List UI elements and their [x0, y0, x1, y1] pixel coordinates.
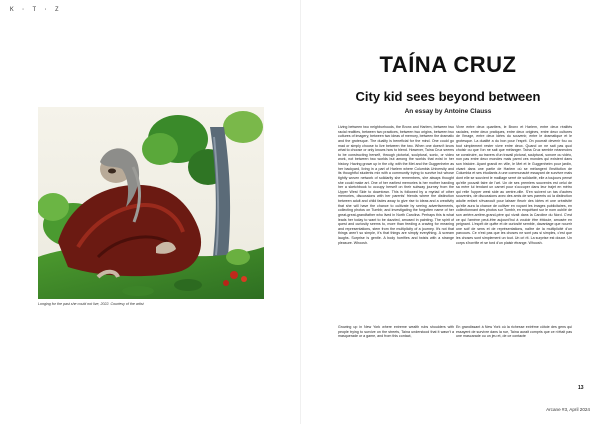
- artwork-image: [38, 107, 264, 299]
- issue-footer: Arcane #3, April 2024: [546, 407, 590, 412]
- english-paragraph-1: Living between two neighborhoods, the Bronx and Harlem, between two racial realities, between two practices, between two origins, between two cultures of imagery, between two ideas of memory, between the dramatic and the grotesque. The duality is beneficial for the mind. One could go mad or simply choose to live between the two. When one doesn't know what to choose or only knows how to blend. However, Taína Cruz seems to be constructing herself, through pictorial, sculptural, sonic, or video work, not between two worlds but among the worlds that exist in her history. Having grown up in the city, with the Met and the Guggenheim as her backyard, living in a part of Harlem where Columbia University and its thoughtful students mix with a community trying to survive but whose tightly woven network of solidarity she remembers, she always thought she could make art. One of her earliest memories is her mother handing her a sketchbook to occupy herself on their subway journey from the Upper West Side to downtown. This is followed by a myriad of other memories, discussions with her parents' friends where the distinction between adult and child fades away to give rise to ideas and a creativity that she will have the chance to cultivate by seeing advertisements, collecting photos on Tumblr, and investigating the forgotten name of her great-great-grandfather who lived in North Carolina. Perhaps this is what leads her today to want to be dazzled, amused in painting. The spirit of quest and curiosity seems to, more than feeding a craving for meaning and representations, stem from the multiplicity of a journey. It's not that things aren't so simple, it's that things are simply everything. A scream laughs. Surprise is gentle. A body horrifies and twists with a strange pleasure. Whoosh.: [338, 125, 454, 245]
- artist-name: TAÍNA CRUZ: [379, 52, 517, 77]
- french-paragraph-1: Vivre entre deux quartiers, le Bronx et Harlem, entre deux réalités raciales, entre deux pratiques, entre deux origines, entre deux cultures de l'image, entre deux idées du souvenir, entre le dramatique et le grotesque. La dualité a du bon pour l'esprit. On pourrait devenir fou ou tout simplement rester vivre entre deux. Quand on ne sait pas quoi choisir ou que l'on ne sait que mélanger. Taína Cruz semble néanmoins se construire, au travers d'un travail pictural, sculptural, sonore ou vidéo, non pas entre deux mondes mais parmi ces mondes qui existent dans son histoire. Ayant grandi en ville, le Met et le Guggenheim pour jardin, vivant dans une partie de Harlem où se mélangent l'institution de Columbia et ses étudiants à une communauté essayant de survivre mais dont elle se souvient le maillage serré de solidarité, elle a toujours pensé qu'elle pouvait faire de l'art. Un de ses premiers souvenirs est celui de sa mère lui tendant un carnet pour s'occuper dans leur trajet en métro qui relie l'upper west side au centre-ville. S'en suivent un tas d'autres souvenirs, de discussions avec des amis de ses parents où la distinction adulte enfant s'évanouit pour laisser fleurir des idées et une créativité qu'elle aura la chance de cultiver en voyant les images publicitaires, en collectionnant des photos sur Tumblr, en enquêtant sur le nom oublié de son arrière-arrière-grand-père qui vivait dans la Caroline du Nord. C'est ce qui l'amène peut-être aujourd'hui à vouloir être éblouie, amusée en peignant. L'esprit de quête et de curiosité semble, davantage que nourrir une soif de sens et de représentations, naître de la multiplicité d'un parcours. Ce n'est pas que les choses ne sont pas si simples, c'est que les choses sont simplement un tout. Un cri rit. La surprise est douce. Un corps s'horrifie et se tord d'un plaisir étrange. Whoosh.: [456, 125, 572, 245]
- english-column-bottom: [338, 325, 454, 339]
- english-column-top: [338, 125, 454, 245]
- essay-headline: City kid sees beyond between: [355, 89, 541, 104]
- french-column-bottom: [456, 325, 572, 339]
- french-column-top: [456, 125, 572, 245]
- page-number: 13: [578, 385, 584, 391]
- running-head: K · T · Z: [10, 6, 61, 13]
- page-fold: [300, 0, 301, 424]
- artwork-caption: Longing for the past she could not live, 2022. Courtesy of the artist: [38, 302, 144, 306]
- essay-byline: An essay by Antoine Clauss: [404, 108, 492, 115]
- french-paragraph-2: En grandissant à New York où la richesse extrême côtoie des gens qui essayent de survivre dans la rue, Taína aurait compris que ce n'était pas une mascarade ou un jeu et, de ce contacte: [456, 325, 572, 339]
- english-paragraph-2: Growing up in New York where extreme wealth rubs shoulders with people trying to survive on the streets, Taína understood that it wasn't a masquerade or a game, and from this contact,: [338, 325, 454, 339]
